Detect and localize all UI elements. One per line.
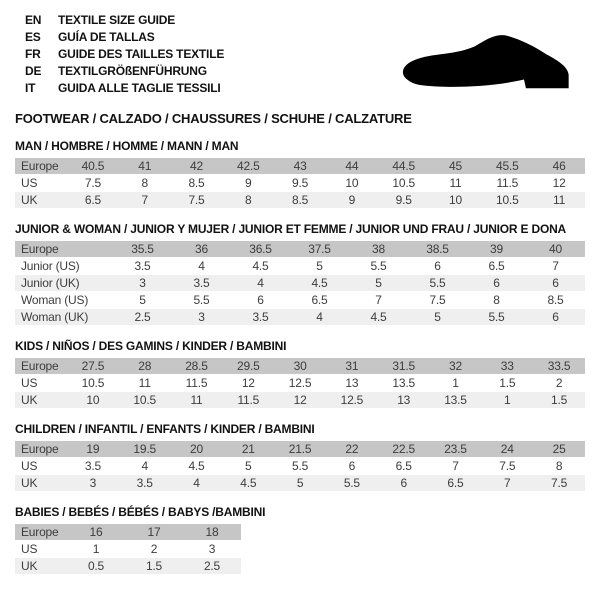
size-cell: 11 [533,192,585,209]
row-label: US [15,458,67,475]
row-label: US [15,541,67,558]
section-babies [15,506,585,575]
table-row [15,375,585,392]
size-cell: 28.5 [171,358,223,375]
size-cell: 5.5 [467,309,526,326]
size-cell: 39 [467,241,526,258]
size-cell: 6 [326,458,378,475]
size-cell: 9.5 [274,175,326,192]
size-cell: 2 [125,541,183,558]
row-label: UK [15,475,67,492]
size-cell: 1 [67,541,125,558]
size-cell: 4.5 [349,309,408,326]
size-cell: 3 [113,275,172,292]
size-cell: 40.5 [67,158,119,175]
size-cell: 6 [526,309,585,326]
size-cell: 18 [183,524,241,541]
size-cell: 5 [408,309,467,326]
size-cell: 7.5 [533,475,585,492]
row-label: UK [15,192,67,209]
row-label: Europe [15,524,67,541]
size-cell: 10.5 [119,392,171,409]
table-row [15,258,585,275]
size-cell: 31.5 [378,358,430,375]
size-cell: 45.5 [481,158,533,175]
size-cell: 23.5 [430,441,482,458]
size-cell: 2.5 [113,309,172,326]
size-cell: 7.5 [171,192,223,209]
table-row [15,292,585,309]
size-cell: 10 [326,175,378,192]
table-title-junior-woman: JUNIOR & WOMAN / JUNIOR Y MUJER / JUNIOR ET FEMME / JUNIOR UND FRAU / JUNIOR E DONA [15,222,567,236]
size-cell: 38 [349,241,408,258]
size-cell: 10.5 [481,192,533,209]
size-cell: 13 [378,392,430,409]
size-cell: 25 [533,441,585,458]
size-cell: 8 [467,292,526,309]
section-junior-woman [15,223,585,326]
language-guide-title: TEXTILE SIZE GUIDE [58,13,176,27]
size-cell: 4.5 [290,275,349,292]
size-cell: 2 [533,375,585,392]
size-cell: 13 [326,375,378,392]
size-cell: 10 [430,192,482,209]
size-cell: 4 [172,258,231,275]
size-cell: 0.5 [67,558,125,575]
size-cell: 9 [222,175,274,192]
language-guide-title: GUIDE DES TAILLES TEXTILE [58,47,225,61]
size-cell: 31 [326,358,378,375]
size-table-babies [15,524,241,575]
size-cell: 44.5 [378,158,430,175]
size-cell: 22 [326,441,378,458]
size-cell: 41 [119,158,171,175]
category-title: FOOTWEAR / CALZADO / CHAUSSURES / SCHUHE / CALZATURE [15,111,412,126]
size-cell: 3.5 [172,275,231,292]
row-label: US [15,175,67,192]
size-cell: 8.5 [171,175,223,192]
language-guide-title: GUIDA ALLE TAGLIE TESSILI [58,81,221,95]
size-table-junior-woman [15,241,585,326]
size-cell: 3.5 [119,475,171,492]
size-cell: 28 [119,358,171,375]
row-label: Europe [15,158,67,175]
size-cell: 13.5 [430,392,482,409]
table-row [15,358,585,375]
size-cell: 7 [349,292,408,309]
size-cell: 5.5 [408,275,467,292]
size-cell: 22.5 [378,441,430,458]
size-cell: 1.5 [481,375,533,392]
language-guide-title: TEXTILGRÖßENFÜHRUNG [58,64,207,78]
language-code: ES [25,30,41,44]
size-cell: 3.5 [113,258,172,275]
table-row [15,275,585,292]
size-cell: 3.5 [231,309,290,326]
size-cell: 9 [326,192,378,209]
size-cell: 5 [113,292,172,309]
size-cell: 6 [231,292,290,309]
size-cell: 11 [430,175,482,192]
size-cell: 6.5 [430,475,482,492]
table-row [15,241,585,258]
shoe-icon [395,30,587,96]
size-cell: 7.5 [67,175,119,192]
size-cell: 12.5 [326,392,378,409]
size-cell: 5.5 [349,258,408,275]
size-cell: 1.5 [125,558,183,575]
size-cell: 7 [481,475,533,492]
size-cell: 38.5 [408,241,467,258]
size-cell: 12 [274,392,326,409]
table-row [15,475,585,492]
size-cell: 10.5 [67,375,119,392]
language-code: DE [25,64,42,78]
size-cell: 21 [222,441,274,458]
table-title-man: MAN / HOMBRE / HOMME / MANN / MAN [15,139,239,153]
table-row [15,392,585,409]
size-cell: 35.5 [113,241,172,258]
size-cell: 19.5 [119,441,171,458]
row-label: Europe [15,241,113,258]
size-cell: 6.5 [378,458,430,475]
size-cell: 8.5 [526,292,585,309]
size-cell: 1.5 [533,392,585,409]
size-cell: 5 [222,458,274,475]
size-cell: 37.5 [290,241,349,258]
size-cell: 27.5 [67,358,119,375]
size-cell: 4 [231,275,290,292]
size-cell: 21.5 [274,441,326,458]
size-cell: 6 [526,275,585,292]
size-cell: 5.5 [274,458,326,475]
size-cell: 44 [326,158,378,175]
size-cell: 5 [290,258,349,275]
size-cell: 8.5 [274,192,326,209]
table-row [15,558,241,575]
size-table-kids [15,358,585,409]
section-children [15,423,585,492]
size-cell: 6 [408,258,467,275]
size-cell: 19 [67,441,119,458]
size-cell: 4.5 [171,458,223,475]
size-cell: 43 [274,158,326,175]
size-cell: 1 [481,392,533,409]
size-cell: 24 [481,441,533,458]
size-cell: 2.5 [183,558,241,575]
size-cell: 32 [430,358,482,375]
size-table-man [15,158,585,209]
size-cell: 33 [481,358,533,375]
size-cell: 4 [119,458,171,475]
size-cell: 29.5 [222,358,274,375]
row-label: Woman (UK) [15,309,113,326]
size-cell: 7 [119,192,171,209]
size-cell: 5 [274,475,326,492]
table-title-children: CHILDREN / INFANTIL / ENFANTS / KINDER / BAMBINI [15,422,315,436]
size-cell: 3 [183,541,241,558]
table-row [15,441,585,458]
size-cell: 11.5 [222,392,274,409]
table-row [15,175,585,192]
size-cell: 7 [526,258,585,275]
size-cell: 4.5 [222,475,274,492]
size-cell: 12.5 [274,375,326,392]
language-code: IT [25,81,36,95]
row-label: UK [15,392,67,409]
size-cell: 5.5 [172,292,231,309]
size-cell: 8 [119,175,171,192]
size-cell: 11.5 [171,375,223,392]
size-cell: 36 [172,241,231,258]
row-label: Woman (US) [15,292,113,309]
size-cell: 8 [533,458,585,475]
size-cell: 36.5 [231,241,290,258]
row-label: Europe [15,441,67,458]
size-cell: 45 [430,158,482,175]
size-cell: 4 [290,309,349,326]
size-cell: 4 [171,475,223,492]
table-row [15,192,585,209]
size-cell: 33.5 [533,358,585,375]
size-cell: 5 [349,275,408,292]
size-cell: 7 [430,458,482,475]
table-title-kids: KIDS / NIÑOS / DES GAMINS / KINDER / BAMBINI [15,339,287,353]
size-cell: 42 [171,158,223,175]
table-row [15,524,241,541]
table-row [15,458,585,475]
size-cell: 12 [222,375,274,392]
size-cell: 11 [171,392,223,409]
size-cell: 6.5 [467,258,526,275]
size-cell: 1 [430,375,482,392]
language-row-en [15,12,585,29]
section-kids [15,340,585,409]
language-code: EN [25,13,42,27]
table-row [15,541,241,558]
language-guide-title: GUÍA DE TALLAS [58,30,155,44]
size-cell: 4.5 [231,258,290,275]
size-cell: 11 [119,375,171,392]
row-label: Junior (UK) [15,275,113,292]
size-cell: 11.5 [481,175,533,192]
size-table-children [15,441,585,492]
size-cell: 5.5 [326,475,378,492]
size-cell: 7.5 [408,292,467,309]
size-cell: 6.5 [290,292,349,309]
table-row [15,309,585,326]
row-label: US [15,375,67,392]
size-cell: 40 [526,241,585,258]
size-cell: 3.5 [67,458,119,475]
section-man [15,140,585,209]
language-code: FR [25,47,41,61]
size-cell: 13.5 [378,375,430,392]
size-cell: 10.5 [378,175,430,192]
row-label: Junior (US) [15,258,113,275]
row-label: UK [15,558,67,575]
size-cell: 17 [125,524,183,541]
size-cell: 6.5 [67,192,119,209]
size-cell: 6 [467,275,526,292]
size-cell: 6 [378,475,430,492]
table-row [15,158,585,175]
size-cell: 7.5 [481,458,533,475]
size-cell: 42.5 [222,158,274,175]
size-cell: 30 [274,358,326,375]
row-label: Europe [15,358,67,375]
size-cell: 20 [171,441,223,458]
size-cell: 46 [533,158,585,175]
size-cell: 3 [67,475,119,492]
size-cell: 16 [67,524,125,541]
size-cell: 10 [67,392,119,409]
size-cell: 9.5 [378,192,430,209]
size-cell: 8 [222,192,274,209]
size-cell: 12 [533,175,585,192]
size-cell: 3 [172,309,231,326]
table-title-babies: BABIES / BEBÉS / BÉBÉS / BABYS /BAMBINI [15,505,266,519]
